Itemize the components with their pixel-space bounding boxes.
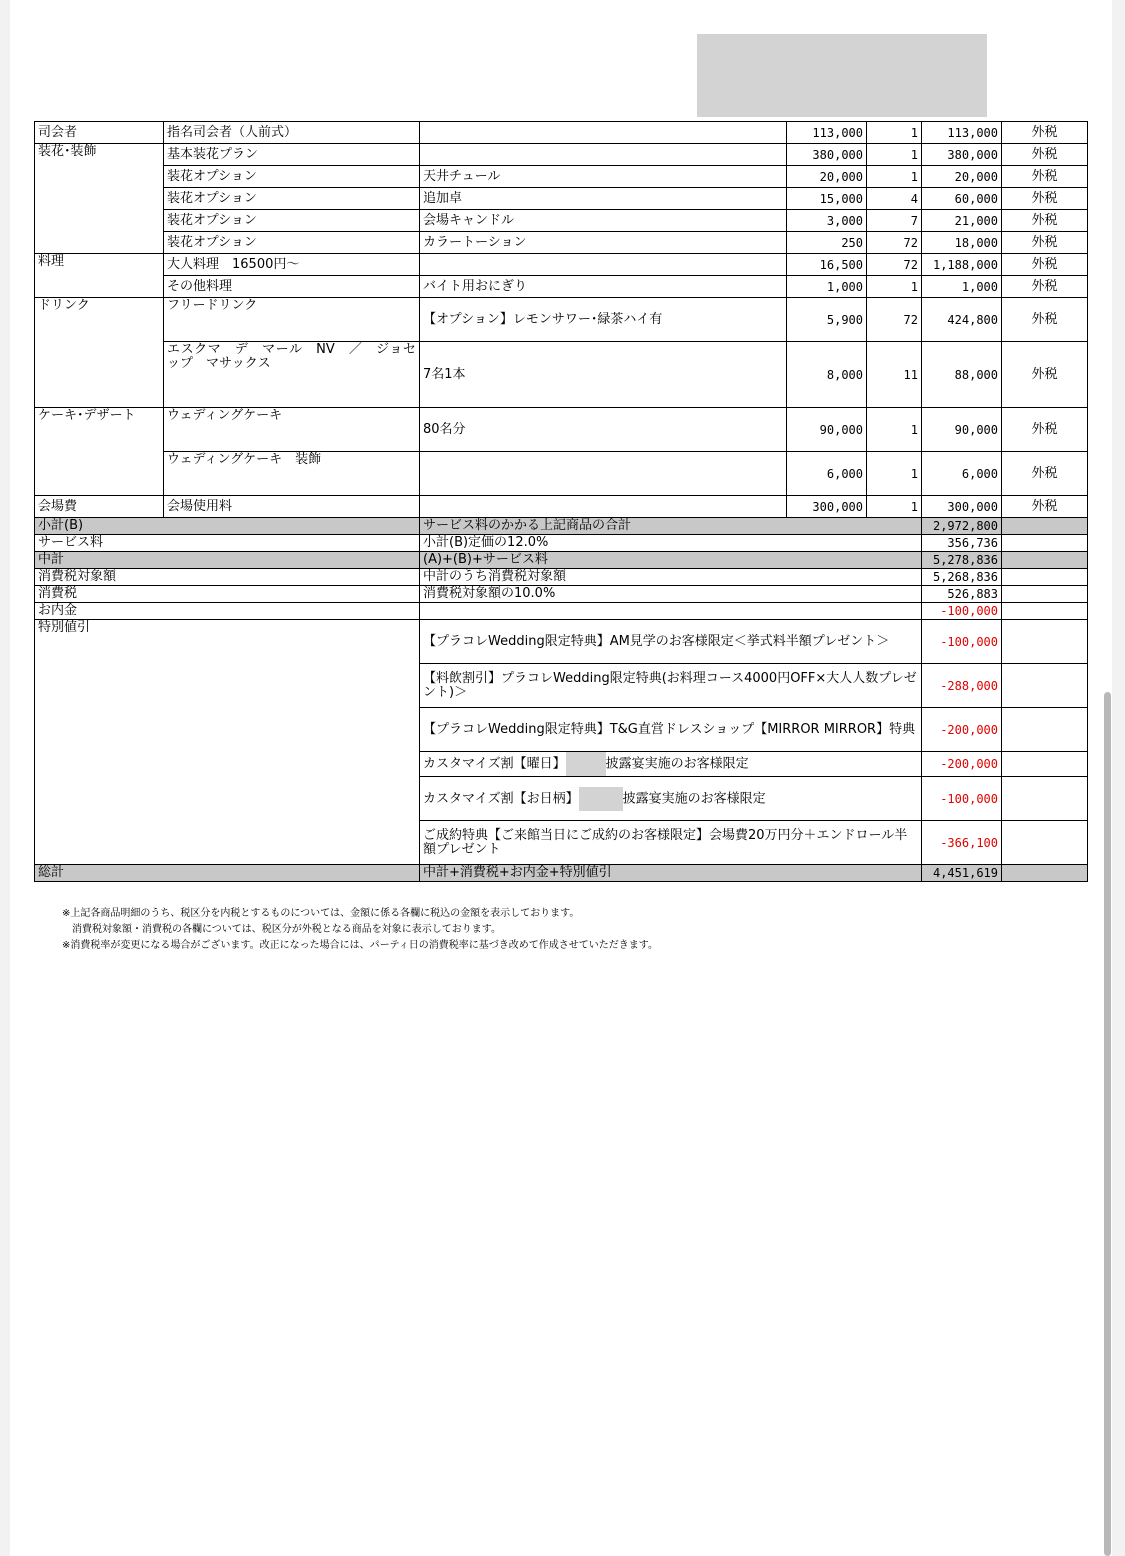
taxable-amount-row (35, 569, 1088, 586)
discount-desc (420, 777, 922, 821)
tax-cell: 外税 (1002, 452, 1088, 496)
item-cell: 装花オプション (164, 188, 420, 210)
category-cell: 司会者 (35, 122, 164, 144)
tax-cell: 外税 (1002, 342, 1088, 408)
item-cell: ウェディングケーキ 装飾 (164, 452, 420, 496)
price-cell: 8,000 (787, 342, 867, 408)
summary-amount: 5,278,836 (922, 552, 1002, 569)
discount-desc: 【プラコレWedding限定特典】AM見学のお客様限定＜挙式料半額プレゼント＞ (420, 620, 922, 664)
redacted-block (697, 34, 987, 117)
tax-cell: 外税 (1002, 254, 1088, 276)
summary-desc: 小計(B)定価の12.0% (420, 535, 922, 552)
item-cell: 装花オプション (164, 232, 420, 254)
scrollbar[interactable] (1104, 692, 1111, 1556)
grand-total-row (35, 865, 1088, 882)
footnote: 消費税対象額・消費税の各欄については、税区分が外税となる商品を対象に表示しております。 (62, 924, 501, 935)
detail-cell: 追加卓 (420, 188, 787, 210)
category-cell: 会場費 (35, 496, 164, 518)
detail-cell (420, 144, 787, 166)
summary-amount: -100,000 (922, 603, 1002, 620)
deposit-row (35, 603, 1088, 620)
amount-cell: 424,800 (922, 298, 1002, 342)
qty-cell: 1 (867, 408, 922, 452)
discount-amount: -100,000 (922, 777, 1002, 821)
discount-amount: -200,000 (922, 752, 1002, 777)
detail-cell: 【オプション】レモンサワー･緑茶ハイ有 (420, 298, 787, 342)
detail-cell: 80名分 (420, 408, 787, 452)
table-row (35, 188, 1088, 210)
table-row (35, 342, 1088, 408)
price-cell: 16,500 (787, 254, 867, 276)
summary-label: 中計 (35, 552, 420, 569)
redacted-block (566, 752, 606, 776)
qty-cell: 4 (867, 188, 922, 210)
discount-desc-pre: カスタマイズ割【お日柄】 (423, 791, 579, 806)
amount-cell: 300,000 (922, 496, 1002, 518)
category-cell: 装花･装飾 (35, 144, 164, 254)
table-row (35, 254, 1088, 276)
summary-amount: 5,268,836 (922, 569, 1002, 586)
discount-desc-post: 披露宴実施のお客様限定 (605, 756, 749, 772)
price-cell: 1,000 (787, 276, 867, 298)
tax-cell: 外税 (1002, 298, 1088, 342)
amount-cell: 18,000 (922, 232, 1002, 254)
detail-cell: 7名1本 (420, 342, 787, 408)
discount-desc-post: 披露宴実施のお客様限定 (622, 791, 766, 806)
qty-cell: 72 (867, 298, 922, 342)
amount-cell: 88,000 (922, 342, 1002, 408)
qty-cell: 7 (867, 210, 922, 232)
item-cell: 基本装花プラン (164, 144, 420, 166)
summary-desc: 消費税対象額の10.0% (420, 586, 922, 603)
detail-cell (420, 452, 787, 496)
discount-amount: -100,000 (922, 620, 1002, 664)
detail-cell (420, 496, 787, 518)
detail-cell: 天井チュール (420, 166, 787, 188)
item-cell: ウェディングケーキ (164, 408, 420, 452)
discount-desc: ご成約特典【ご来館当日にご成約のお客様限定】会場費20万円分＋エンドロール半額プレゼント (420, 821, 922, 865)
item-cell: 大人料理 16500円～ (164, 254, 420, 276)
price-cell: 113,000 (787, 122, 867, 144)
table-row (35, 496, 1088, 518)
redacted-block (579, 787, 623, 811)
summary-label: 消費税 (35, 586, 420, 603)
summary-desc: 中計のうち消費税対象額 (420, 569, 922, 586)
total-amount: 4,451,619 (922, 865, 1002, 882)
discount-amount: -366,100 (922, 821, 1002, 865)
item-cell: 装花オプション (164, 210, 420, 232)
summary-label: 小計(B) (35, 518, 420, 535)
detail-cell: 会場キャンドル (420, 210, 787, 232)
table-row (35, 232, 1088, 254)
discount-amount: -200,000 (922, 708, 1002, 752)
amount-cell: 6,000 (922, 452, 1002, 496)
subtotal-row (35, 518, 1088, 535)
qty-cell: 1 (867, 452, 922, 496)
table-row (35, 298, 1088, 342)
discount-desc (420, 752, 922, 777)
amount-cell: 60,000 (922, 188, 1002, 210)
item-cell: エスクマ デ マール NV ／ ジョセップ マサックス (164, 342, 420, 408)
amount-cell: 21,000 (922, 210, 1002, 232)
item-cell: 指名司会者（人前式） (164, 122, 420, 144)
category-cell: 料理 (35, 254, 164, 298)
amount-cell: 1,000 (922, 276, 1002, 298)
amount-cell: 1,188,000 (922, 254, 1002, 276)
summary-amount: 356,736 (922, 535, 1002, 552)
summary-desc (420, 603, 922, 620)
footnote: ※消費税率が変更になる場合がございます。改正になった場合には、パーティ日の消費税率に基づき改めて作成させていただきます。 (62, 940, 658, 951)
item-cell: その他料理 (164, 276, 420, 298)
consumption-tax-row (35, 586, 1088, 603)
summary-label: 消費税対象額 (35, 569, 420, 586)
total-label: 総計 (35, 865, 420, 882)
qty-cell: 1 (867, 122, 922, 144)
midtotal-row (35, 552, 1088, 569)
category-cell: ケーキ･デザート (35, 408, 164, 496)
discount-row (35, 620, 1088, 664)
price-cell: 5,900 (787, 298, 867, 342)
table-row (35, 166, 1088, 188)
tax-cell: 外税 (1002, 276, 1088, 298)
tax-cell: 外税 (1002, 210, 1088, 232)
qty-cell: 72 (867, 254, 922, 276)
tax-cell: 外税 (1002, 496, 1088, 518)
qty-cell: 1 (867, 276, 922, 298)
qty-cell: 1 (867, 144, 922, 166)
price-cell: 90,000 (787, 408, 867, 452)
amount-cell: 380,000 (922, 144, 1002, 166)
summary-desc: サービス料のかかる上記商品の合計 (420, 518, 922, 535)
tax-cell: 外税 (1002, 408, 1088, 452)
discount-amount: -288,000 (922, 664, 1002, 708)
amount-cell: 90,000 (922, 408, 1002, 452)
price-cell: 380,000 (787, 144, 867, 166)
discount-desc-pre: カスタマイズ割【曜日】 (423, 756, 566, 772)
discount-desc: 【プラコレWedding限定特典】T&G直営ドレスショップ【MIRROR MIRROR】特典 (420, 708, 922, 752)
summary-desc: (A)+(B)+サービス料 (420, 552, 922, 569)
qty-cell: 11 (867, 342, 922, 408)
table-row (35, 122, 1088, 144)
amount-cell: 20,000 (922, 166, 1002, 188)
special-discount-label: 特別値引 (35, 620, 420, 865)
table-row (35, 144, 1088, 166)
price-cell: 20,000 (787, 166, 867, 188)
qty-cell: 1 (867, 496, 922, 518)
price-cell: 6,000 (787, 452, 867, 496)
price-cell: 3,000 (787, 210, 867, 232)
tax-cell: 外税 (1002, 188, 1088, 210)
tax-cell: 外税 (1002, 122, 1088, 144)
price-cell: 300,000 (787, 496, 867, 518)
item-cell: 会場使用料 (164, 496, 420, 518)
qty-cell: 1 (867, 166, 922, 188)
service-fee-row (35, 535, 1088, 552)
table-row (35, 452, 1088, 496)
estimate-table (34, 121, 1088, 882)
price-cell: 15,000 (787, 188, 867, 210)
price-cell: 250 (787, 232, 867, 254)
table-row (35, 210, 1088, 232)
detail-cell: バイト用おにぎり (420, 276, 787, 298)
footnote: ※上記各商品明細のうち、税区分を内税とするものについては、金額に係る各欄に税込の金額を表示しております。 (62, 908, 580, 919)
summary-label: お内金 (35, 603, 420, 620)
category-cell: ドリンク (35, 298, 164, 408)
summary-amount: 2,972,800 (922, 518, 1002, 535)
summary-amount: 526,883 (922, 586, 1002, 603)
table-row (35, 276, 1088, 298)
tax-cell: 外税 (1002, 166, 1088, 188)
table-row (35, 408, 1088, 452)
detail-cell (420, 122, 787, 144)
tax-cell: 外税 (1002, 232, 1088, 254)
tax-cell: 外税 (1002, 144, 1088, 166)
item-cell: フリードリンク (164, 298, 420, 342)
discount-desc: 【料飲割引】プラコレWedding限定特典(お料理コース4000円OFF×大人人数プレゼント)＞ (420, 664, 922, 708)
amount-cell: 113,000 (922, 122, 1002, 144)
detail-cell (420, 254, 787, 276)
summary-label: サービス料 (35, 535, 420, 552)
footnotes (62, 906, 658, 954)
item-cell: 装花オプション (164, 166, 420, 188)
detail-cell: カラートーション (420, 232, 787, 254)
qty-cell: 72 (867, 232, 922, 254)
total-desc: 中計+消費税+お内金+特別値引 (420, 865, 922, 882)
